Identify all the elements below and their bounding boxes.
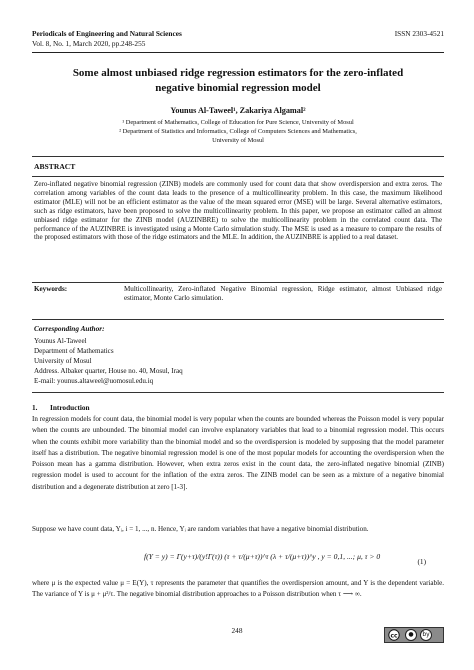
abstract-box (32, 156, 444, 320)
intro-paragraph-3: where μ is the expected value μ = E(Y), τ represents the parameter that quantifies the overdispersion amount, and Y is the dependent variable. The variance of Y is μ + μ²/τ. The negative binomial distribution approaches to a Poisson distribution when τ ⟶ ∞. (32, 579, 444, 599)
intro-paragraph-2: Suppose we have count data, Yᵢ, i = 1, ..., n. Hence, Yᵢ are random variables that have a negative binomial distribution. (32, 525, 369, 533)
authors: Younus Al-Taweel¹, Zakariya Algamal² (170, 106, 306, 115)
affiliation-1: ¹ Department of Mathematics, College of Education for Pure Science, University of Mosul (122, 119, 354, 126)
section-number: 1. (32, 403, 38, 412)
equation: f(Y = y) = Γ(y+τ)/(y!Γ(τ)) (τ + τ/(μ+τ))^τ (λ + τ/(μ+τ))^y , y = 0,1, ...; μ, τ > 0 (144, 552, 381, 561)
title-line-1: Some almost unbiased ridge regression estimators for the zero-inflated (72, 67, 404, 79)
corresponding-author-heading: Corresponding Author: (34, 324, 105, 333)
issn: ISSN 2303-4521 (394, 29, 444, 38)
affiliation-3: University of Mosul (212, 137, 264, 144)
keywords-rule (32, 282, 444, 283)
cc-logo-text: cc (390, 632, 398, 640)
equation-number: (1) (417, 557, 426, 566)
author-name: Younus Al-Taweel (34, 337, 87, 345)
author-university: University of Mosul (34, 357, 92, 365)
abstract-text: Zero-inflated negative binomial regression (ZINB) models are commonly used for count data that show overdispersion and extra zeros. The correlation among variables of the count data leads to the presence of a multicollinearity problem. In this case, the maximum likelihood estimator (MLE) will not be an efficient estimator as the value of the mean squared error (MSE) will be large. Several alternative estimators, such as ridge estimators, have been proposed to solve the multicollinearity problem. In this paper, we propose an estimator called an almost unbiased ridge estimator for the ZINB model (AUZINBRE) to solve the multicollinearity problem in the correlated count data. The performance of the AUZINBRE is investigated using a Monte Carlo simulation study. The MSE is used as a measure to compare the results of the proposed estimators with those of the ridge estimators and the MLE. In addition, the AUZINBRE is applied to a real dataset. (34, 180, 442, 242)
paper-title (32, 66, 444, 96)
corresponding-rule (32, 392, 444, 393)
intro-paragraph-1: In regression models for count data, the binomial model is very popular when the counts are bounded whereas the Poisson model is very popular when the counts are unbounded. The binomial model can involve explanatory variables that lead to a binomial regression model. This occurs when the counts exhibit more variability than the binomial model and so the overdispersion is modeled by supposing that the model parameter itself has a distribution. The negative binomial regression model is one of the most popular models for accounting the overdispersion when the Poisson mean has a gamma distribution. However, when extra zeros exist in the count data, the zero-inflated negative binomial (ZINB) regression model is used to account for the inflation of the extra zeros. The ZINB model can be seen as a mixture of a negative binomial distribution and a degenerate distribution at zero [1-3]. (32, 415, 444, 491)
cc-logo-icon (385, 629, 403, 641)
affiliation-2: ² Department of Statistics and Informatics, College of Computers Sciences and Mathematics, (119, 128, 357, 135)
equation-row (32, 550, 444, 574)
cc-license-badge[interactable] (384, 627, 444, 643)
abstract-rule (32, 176, 444, 177)
attribution-icon: ● (405, 629, 417, 641)
author-email: E-mail: younus.altaweel@uomosul.edu.iq (34, 377, 154, 385)
title-line-2: negative binomial regression model (155, 82, 321, 94)
author-department: Department of Mathematics (34, 347, 114, 355)
page-number: 248 (231, 626, 243, 635)
abstract-heading: ABSTRACT (34, 162, 76, 171)
section-heading (32, 403, 90, 412)
author-address: Address. Albaker quarter, House no. 40, Mosul, Iraq (34, 367, 183, 375)
keywords-text: Multicollinearity, Zero-inflated Negative Binomial regression, Ridge estimator, almost Unbiased ridge estimator, Monte Carlo simulation. (124, 285, 442, 302)
header-rule (32, 52, 444, 53)
volume-info: Vol. 8, No. 1, March 2020, pp.248-255 (32, 39, 146, 48)
keywords-label: Keywords: (34, 285, 68, 293)
journal-header (32, 29, 444, 49)
section-title: Introduction (50, 403, 90, 412)
license-by-icon: by (420, 629, 432, 641)
journal-name: Periodicals of Engineering and Natural Sciences (32, 29, 182, 38)
